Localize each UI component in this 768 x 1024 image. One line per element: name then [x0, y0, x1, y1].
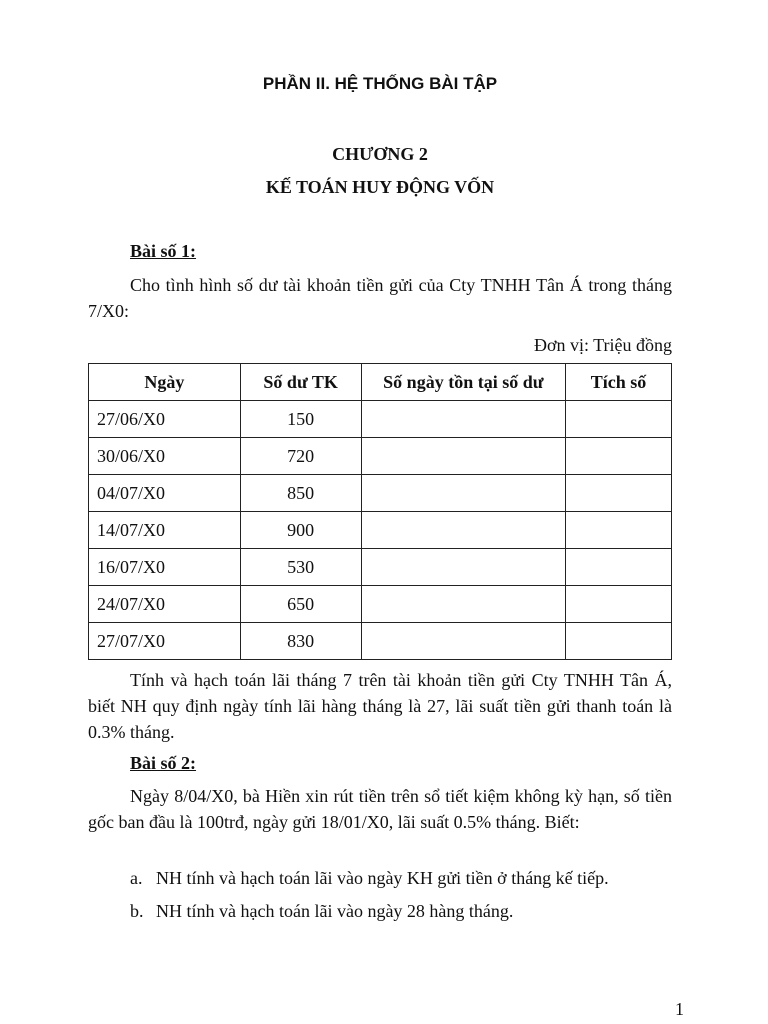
table-row [89, 586, 672, 623]
table-row [89, 512, 672, 549]
table-row [89, 438, 672, 475]
item-marker: b. [130, 901, 144, 921]
cell-balance: 530 [240, 549, 361, 586]
table-row [89, 623, 672, 660]
exercise-1-task: Tính và hạch toán lãi tháng 7 trên tài khoản tiền gửi Cty TNHH Tân Á, biết NH quy định ngày tính lãi hàng tháng là 27, lãi suất tiền gửi thanh toán là 0.3% tháng. [88, 670, 672, 743]
exercise-2-item-a [130, 865, 609, 891]
cell-product [566, 549, 672, 586]
chapter-number: CHƯƠNG 2 [332, 144, 428, 164]
cell-product [566, 438, 672, 475]
exercise-1-heading: Bài số 1: [130, 241, 197, 261]
cell-days [361, 512, 566, 549]
cell-days [361, 623, 566, 660]
cell-balance: 650 [240, 586, 361, 623]
exercise-2-item-b [130, 898, 513, 924]
cell-product [566, 586, 672, 623]
cell-balance: 150 [240, 401, 361, 438]
unit-label: Đơn vị: Triệu đồng [533, 335, 672, 355]
cell-balance: 830 [240, 623, 361, 660]
exercise-1-intro: Cho tình hình số dư tài khoản tiền gửi của Cty TNHH Tân Á trong tháng 7/X0: [88, 275, 672, 322]
cell-product [566, 475, 672, 512]
cell-balance: 720 [240, 438, 361, 475]
cell-product [566, 512, 672, 549]
table-header-row [89, 364, 672, 401]
table-row [89, 475, 672, 512]
page-number: 1 [675, 999, 684, 1019]
table-row [89, 401, 672, 438]
cell-date: 27/06/X0 [89, 401, 241, 438]
cell-balance: 850 [240, 475, 361, 512]
cell-product [566, 623, 672, 660]
column-header-balance: Số dư TK [240, 364, 361, 401]
part-title: PHẦN II. HỆ THỐNG BÀI TẬP [262, 74, 498, 93]
column-header-days: Số ngày tồn tại số dư [361, 364, 566, 401]
balance-table [88, 363, 672, 660]
item-marker: a. [130, 868, 143, 888]
cell-days [361, 586, 566, 623]
column-header-date: Ngày [89, 364, 241, 401]
exercise-2-heading: Bài số 2: [130, 753, 197, 773]
cell-date: 24/07/X0 [89, 586, 241, 623]
cell-date: 04/07/X0 [89, 475, 241, 512]
cell-days [361, 475, 566, 512]
exercise-2-intro: Ngày 8/04/X0, bà Hiền xin rút tiền trên sổ tiết kiệm không kỳ hạn, số tiền gốc ban đầu là 100trđ, ngày gửi 18/01/X0, lãi suất 0.5% tháng. Biết: [88, 786, 672, 833]
cell-days [361, 549, 566, 586]
table-row [89, 549, 672, 586]
cell-date: 27/07/X0 [89, 623, 241, 660]
item-text: NH tính và hạch toán lãi vào ngày KH gửi tiền ở tháng kế tiếp. [156, 868, 609, 888]
cell-date: 14/07/X0 [89, 512, 241, 549]
cell-days [361, 438, 566, 475]
cell-product [566, 401, 672, 438]
cell-balance: 900 [240, 512, 361, 549]
cell-days [361, 401, 566, 438]
item-text: NH tính và hạch toán lãi vào ngày 28 hàng tháng. [156, 901, 514, 921]
cell-date: 30/06/X0 [89, 438, 241, 475]
cell-date: 16/07/X0 [89, 549, 241, 586]
chapter-title: KẾ TOÁN HUY ĐỘNG VỐN [265, 177, 495, 197]
column-header-product: Tích số [566, 364, 672, 401]
